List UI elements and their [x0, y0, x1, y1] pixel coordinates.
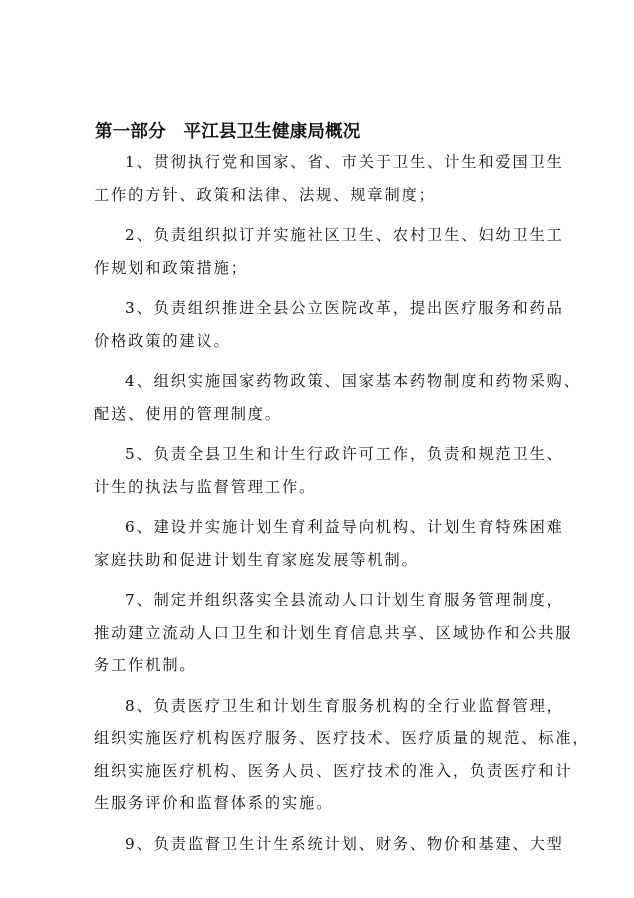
paragraph-3 [94, 292, 564, 357]
paragraph-5 [94, 438, 564, 503]
paragraph-line: 价格政策的建议。 [94, 331, 231, 350]
paragraph-2 [94, 219, 564, 284]
section-heading: 第一部分 平江县卫生健康局概况 [95, 122, 361, 142]
paragraph-9 [94, 828, 564, 861]
paragraph-line: 作规划和政策措施； [94, 258, 248, 277]
paragraph-line: 配送、使用的管理制度。 [94, 404, 282, 423]
paragraph-7 [94, 584, 573, 682]
paragraph-line: 2、负责组织拟订并实施社区卫生、农村卫生、妇幼卫生工 [125, 226, 564, 244]
paragraph-line: 工作的方针、政策和法律、法规、规章制度； [94, 185, 436, 204]
paragraph-line: 推动建立流动人口卫生和计划生育信息共享、区域协作和公共服 [94, 623, 573, 642]
paragraph-line: 9、负责监督卫生计生系统计划、财务、物价和基建、大型 [125, 834, 564, 853]
paragraph-line: 7、制定并组织落实全县流动人口计划生育服务管理制度， [125, 591, 564, 609]
paragraph-line: 3、负责组织推进全县公立医院改革，提出医疗服务和药品 [125, 299, 564, 317]
paragraph-line: 1、贯彻执行党和国家、省、市关于卫生、计生和爱国卫生 [125, 153, 564, 171]
paragraph-line: 6、建设并实施计划生育利益导向机构、计划生育特殊困难 [125, 518, 564, 536]
paragraph-line: 计生的执法与监督管理工作。 [94, 477, 317, 496]
paragraph-line: 家庭扶助和促进计划生育家庭发展等机制。 [94, 550, 419, 569]
paragraph-6 [94, 511, 564, 576]
paragraph-line: 组织实施医疗机构、医务人员、医疗技术的准入，负责医疗和计 [94, 761, 573, 780]
paragraph-8 [94, 690, 590, 820]
paragraph-line: 务工作机制。 [94, 656, 197, 674]
paragraph-line: 5、负责全县卫生和计生行政许可工作，负责和规范卫生、 [125, 445, 564, 463]
paragraph-line: 组织实施医疗机构医疗服务、医疗技术、医疗质量的规范、标准， [94, 729, 590, 747]
paragraph-1 [94, 146, 564, 211]
document-body [94, 146, 590, 868]
paragraph-line: 8、负责医疗卫生和计划生育服务机构的全行业监督管理， [125, 696, 564, 715]
paragraph-line: 4、组织实施国家药物政策、国家基本药物制度和药物采购、 [125, 372, 581, 390]
paragraph-line: 生服务评价和监督体系的实施。 [94, 794, 334, 812]
paragraph-4 [94, 365, 581, 430]
